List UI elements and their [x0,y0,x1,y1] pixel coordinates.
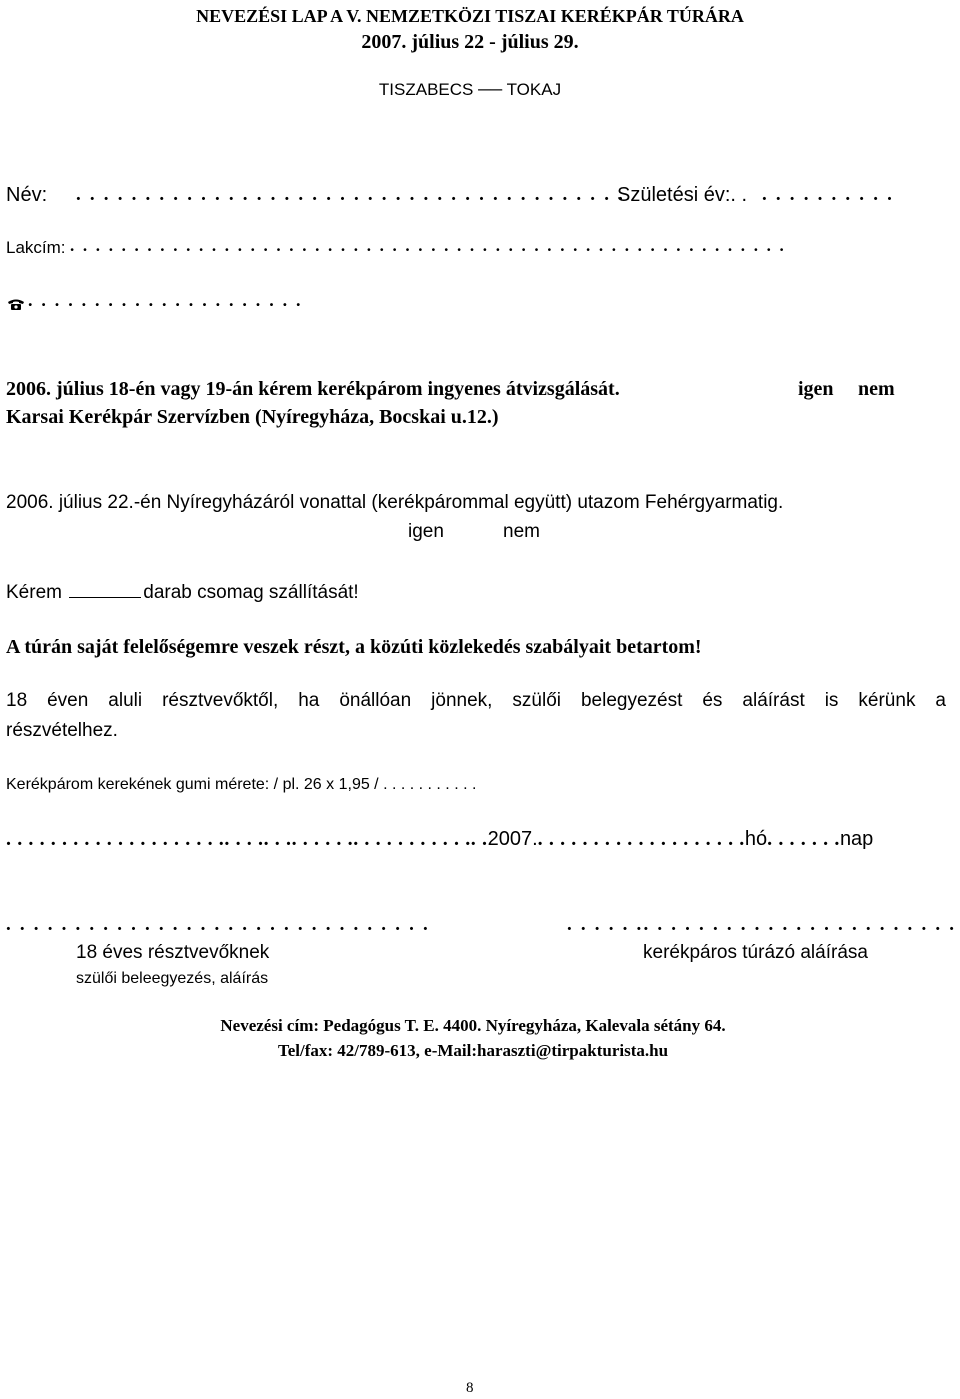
service-yes-option[interactable]: igen [798,378,834,400]
tire-size: Kerékpárom kerekének gumi mérete: / pl. 26 x 1,95 / . . . . . . . . . . . [6,776,477,793]
page-number: 8 [466,1380,474,1396]
minors-note-line-1: 18 éven aluli résztvevőktől, ha önállóan jönnek, szülői belegyezést és aláírást is kérünk a [6,690,946,711]
route: TISZABECS ── TOKAJ [378,80,562,99]
participant-signature-field[interactable]: . . . . . .. . . . . . . . . . . . . . . . . . . . . . . [567,914,957,935]
train-no-option[interactable]: nem [503,521,540,542]
date-day-field[interactable]: . . . . . . . . . . . . . . . . . . . .. . . .. . .. . . . . .. . . . . . . . . . .. . [6,828,488,850]
parent-signature-field[interactable]: . . . . . . . . . . . . . . . . . . . . . . . . . . . . . . . [6,914,430,935]
package-count-field[interactable] [69,579,141,598]
train-text: 2006. július 22.-én Nyíregyházáról vonattal (kerékpárommal együtt) utazom Fehérgyarmatig. [6,492,784,513]
service-no-option[interactable]: nem [858,378,895,400]
package-label-before: Kérem [6,582,62,603]
birth-year-field[interactable]: . . . . . . . . . . [762,184,895,205]
address-field[interactable]: . . . . . . . . . . . . . . . . . . . . . . . . . . . . . . . . . . . . . . . . . . . . . . . . . . . . . . . . [70,236,786,255]
date-line [6,828,873,851]
telephone-icon [6,295,26,309]
minors-note-line-2: részvételhez. [6,720,118,741]
contact-info: Tel/fax: 42/789-613, e-Mail:haraszti@tirpakturista.hu [277,1041,669,1060]
package-request [6,579,359,604]
phone-row [6,290,303,311]
package-label-after: darab csomag szállítását! [143,582,359,603]
event-dates: 2007. július 22 - július 29. [361,31,579,53]
date-year: 2007. [487,828,538,850]
name-field[interactable]: . . . . . . . . . . . . . . . . . . . . . . . . . . . . . . . . . . . . . . . . [76,184,626,205]
service-line-2: Karsai Kerékpár Szervízben (Nyíregyháza, Bocskai u.12.) [6,406,499,428]
train-yes-option[interactable]: igen [408,521,444,542]
entry-address: Nevezési cím: Pedagógus T. E. 4400. Nyíregyháza, Kalevala sétány 64. [220,1016,726,1035]
disclaimer: A túrán saját felelőségemre veszek részt, a közúti közlekedés szabályait betartom! [6,636,702,658]
date-nap-field[interactable]: . . . . . . . [767,828,840,850]
date-month-label: hó [744,828,768,850]
parent-signature-label: 18 éves résztvevőknek [76,942,270,963]
name-label: Név: [6,184,48,206]
address-label: Lakcím: [6,238,66,257]
participant-signature-label: kerékpáros túrázó aláírása [643,942,868,963]
parent-consent-label: szülői beleegyezés, aláírás [76,970,269,987]
date-month-field[interactable]: . . . . . . . . . . . . . . . . . . . [537,828,745,850]
date-day-label: nap [839,828,874,850]
form-title: NEVEZÉSI LAP A V. NEMZETKÖZI TISZAI KERÉKPÁR TÚRÁRA [196,6,744,26]
service-line-1: 2006. július 18-én vagy 19-án kérem kerékpárom ingyenes átvizsgálását. [6,378,620,400]
birth-year-label: Születési év:. . [617,184,748,206]
phone-field[interactable]: . . . . . . . . . . . . . . . . . . . . . [28,290,303,310]
